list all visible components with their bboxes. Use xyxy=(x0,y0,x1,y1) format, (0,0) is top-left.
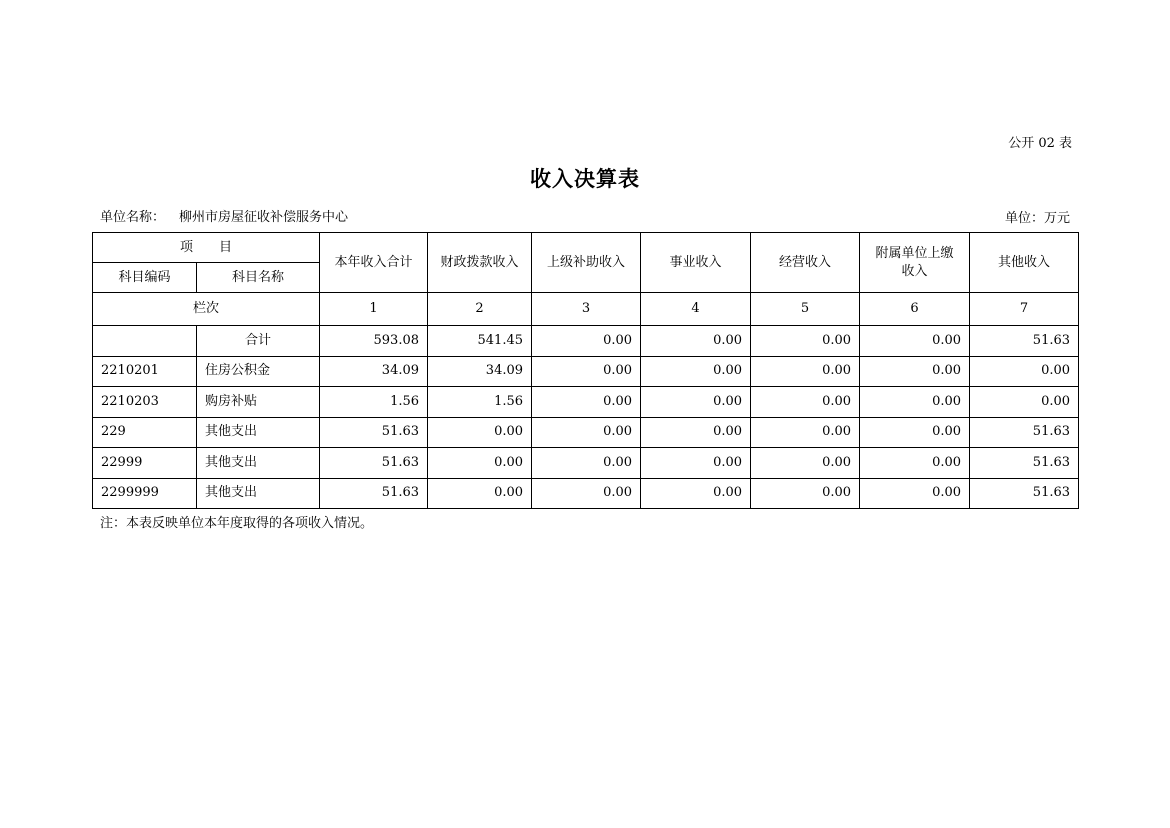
lanci-cell: 4 xyxy=(641,293,751,326)
row-value: 0.00 xyxy=(860,448,970,479)
row-value: 51.63 xyxy=(320,448,428,479)
row-name: 住房公积金 xyxy=(197,356,320,387)
unit-name-label: 单位名称： xyxy=(100,210,166,225)
table-row xyxy=(93,478,1079,509)
row-value: 0.00 xyxy=(751,417,860,448)
total-value: 0.00 xyxy=(532,326,641,357)
row-value: 0.00 xyxy=(428,448,532,479)
header-project: 项 目 xyxy=(93,233,320,263)
total-label: 合计 xyxy=(197,326,320,357)
row-code: 2210201 xyxy=(93,356,197,387)
table-row xyxy=(93,356,1079,387)
row-value: 1.56 xyxy=(428,387,532,418)
row-name: 其他支出 xyxy=(197,448,320,479)
total-value: 541.45 xyxy=(428,326,532,357)
row-value: 0.00 xyxy=(532,417,641,448)
row-value: 0.00 xyxy=(641,417,751,448)
row-name: 购房补贴 xyxy=(197,387,320,418)
income-table xyxy=(92,232,1079,509)
row-value: 34.09 xyxy=(428,356,532,387)
form-code: 公开 02 表 xyxy=(1008,136,1072,151)
row-value: 0.00 xyxy=(751,356,860,387)
row-value: 0.00 xyxy=(751,448,860,479)
row-value: 0.00 xyxy=(641,387,751,418)
row-value: 0.00 xyxy=(970,356,1079,387)
lanci-cell: 3 xyxy=(532,293,641,326)
total-row xyxy=(93,326,1079,357)
row-value: 0.00 xyxy=(970,387,1079,418)
row-value: 0.00 xyxy=(532,387,641,418)
row-value: 51.63 xyxy=(320,417,428,448)
row-code: 2210203 xyxy=(93,387,197,418)
row-value: 0.00 xyxy=(532,448,641,479)
lanci-cell: 1 xyxy=(320,293,428,326)
row-value: 0.00 xyxy=(532,356,641,387)
total-value: 0.00 xyxy=(641,326,751,357)
total-value: 0.00 xyxy=(860,326,970,357)
row-value: 0.00 xyxy=(860,478,970,509)
row-value: 0.00 xyxy=(860,387,970,418)
row-code: 2299999 xyxy=(93,478,197,509)
header-col-4: 事业收入 xyxy=(641,233,751,293)
table-row xyxy=(93,387,1079,418)
lanci-cell: 2 xyxy=(428,293,532,326)
header-col-6 xyxy=(860,233,970,293)
row-value: 0.00 xyxy=(641,478,751,509)
row-value: 51.63 xyxy=(320,478,428,509)
page-title: 收入决算表 xyxy=(530,167,640,191)
currency-unit: 单位：万元 xyxy=(1004,211,1070,226)
row-name: 其他支出 xyxy=(197,417,320,448)
lanci-cell: 7 xyxy=(970,293,1079,326)
header-col-6-line1: 附属单位上缴 xyxy=(875,245,954,261)
header-code: 科目编码 xyxy=(93,263,197,293)
header-row-top xyxy=(93,233,1079,263)
row-value: 0.00 xyxy=(751,387,860,418)
table-row xyxy=(93,448,1079,479)
row-value: 51.63 xyxy=(970,417,1079,448)
lanci-cell: 6 xyxy=(860,293,970,326)
row-value: 0.00 xyxy=(860,356,970,387)
row-code: 229 xyxy=(93,417,197,448)
row-value: 51.63 xyxy=(970,478,1079,509)
row-value: 1.56 xyxy=(320,387,428,418)
table-row xyxy=(93,417,1079,448)
row-value: 0.00 xyxy=(860,417,970,448)
row-value: 0.00 xyxy=(428,478,532,509)
unit-name-line xyxy=(100,206,348,225)
row-code: 22999 xyxy=(93,448,197,479)
header-col-7: 其他收入 xyxy=(970,233,1079,293)
lanci-label: 栏次 xyxy=(93,293,320,326)
total-value: 51.63 xyxy=(970,326,1079,357)
header-name: 科目名称 xyxy=(197,263,320,293)
row-value: 0.00 xyxy=(532,478,641,509)
row-value: 34.09 xyxy=(320,356,428,387)
lanci-row xyxy=(93,293,1079,326)
header-col-3: 上级补助收入 xyxy=(532,233,641,293)
header-col-5: 经营收入 xyxy=(751,233,860,293)
header-col-6-line2: 收入 xyxy=(901,263,928,279)
header-col-2: 财政拨款收入 xyxy=(428,233,532,293)
unit-name-value: 柳州市房屋征收补偿服务中心 xyxy=(179,210,349,225)
row-value: 51.63 xyxy=(970,448,1079,479)
row-value: 0.00 xyxy=(641,356,751,387)
row-value: 0.00 xyxy=(751,478,860,509)
header-col-1: 本年收入合计 xyxy=(320,233,428,293)
row-name: 其他支出 xyxy=(197,478,320,509)
total-value: 593.08 xyxy=(320,326,428,357)
total-value: 0.00 xyxy=(751,326,860,357)
total-code-cell xyxy=(93,326,197,357)
row-value: 0.00 xyxy=(641,448,751,479)
lanci-cell: 5 xyxy=(751,293,860,326)
table-note: 注：本表反映单位本年度取得的各项收入情况。 xyxy=(100,516,374,531)
row-value: 0.00 xyxy=(428,417,532,448)
